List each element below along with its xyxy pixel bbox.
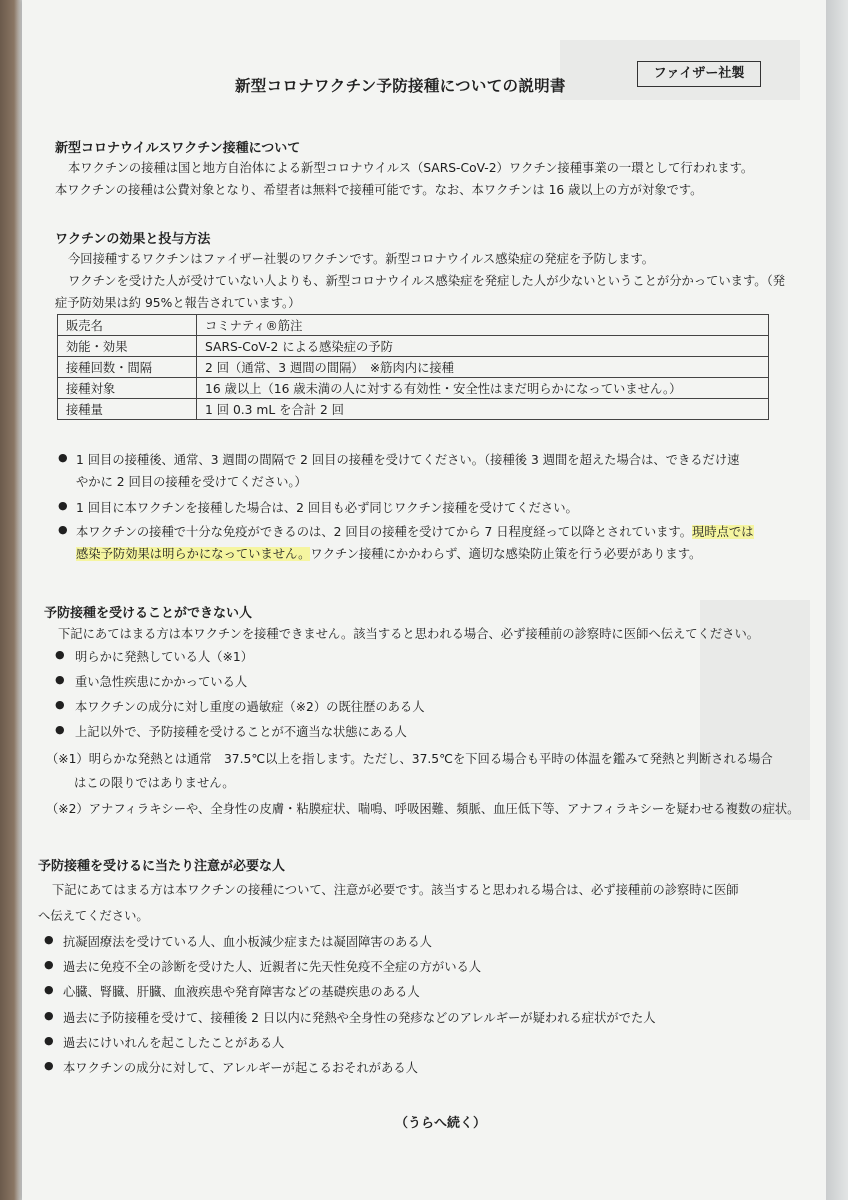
bullet-icon: ● <box>44 983 54 996</box>
table-value: SARS-CoV-2 による感染症の予防 <box>197 336 769 357</box>
section4-intro-line-1: 下記にあてはまる方は本ワクチンの接種について、注意が必要です。該当すると思われる場合は、必ず接種前の診察時に医師 <box>52 883 739 897</box>
table-row <box>58 357 769 378</box>
page-edge-shadow <box>826 0 848 1200</box>
note-text: 本ワクチンの接種で十分な免疫ができるのは、2 回目の接種を受けてから 7 日程度経って以降とされています。 <box>76 525 693 539</box>
table-value: 16 歳以上（16 歳未満の人に対する有効性・安全性はまだ明らかになっていません。） <box>197 378 769 399</box>
list-item: 本ワクチンの成分に対して、アレルギーが起こるおそれがある人 <box>63 1061 418 1075</box>
list-item: 重い急性疾患にかかっている人 <box>75 675 248 689</box>
bullet-icon: ● <box>44 933 54 946</box>
section3-intro: 下記にあてはまる方は本ワクチンを接種できません。該当すると思われる場合、必ず接種前の診察時に医師へ伝えてください。 <box>58 627 760 641</box>
list-item: 心臓、腎臓、肝臓、血液疾患や発育障害などの基礎疾患のある人 <box>63 985 420 999</box>
table-key: 接種回数・間隔 <box>58 357 197 378</box>
list-item: 明らかに発熱している人（※1） <box>75 650 253 664</box>
note-bullet-2: 1 回目に本ワクチンを接種した場合は、2 回目も必ず同じワクチン接種を受けてください。 <box>76 501 578 515</box>
bullet-icon: ● <box>44 1009 54 1022</box>
table-key: 販売名 <box>58 315 197 336</box>
footnote-1-line-2: はこの限りではありません。 <box>74 776 235 790</box>
note-bullet-3-line-2 <box>76 544 701 562</box>
continued-on-back-label: （うらへ続く） <box>395 1116 487 1131</box>
bullet-icon: ● <box>55 648 65 661</box>
section1-line-1: 本ワクチンの接種は国と地方自治体による新型コロナウイルス（SARS-CoV-2）ワクチン接種事業の一環として行われます。 <box>68 161 754 175</box>
note-bullet-3-line-1 <box>76 522 754 540</box>
section-heading-effect: ワクチンの効果と投与方法 <box>55 232 211 247</box>
table-value: コミナティ®筋注 <box>197 315 769 336</box>
table-key: 接種対象 <box>58 378 197 399</box>
bullet-icon: ● <box>58 523 68 536</box>
highlighted-text: 感染予防効果は明らかになっていません。 <box>76 547 311 561</box>
section1-line-2: 本ワクチンの接種は公費対象となり、希望者は無料で接種可能です。なお、本ワクチンは 16 歳以上の方が対象です。 <box>55 183 703 197</box>
table-value: 1 回 0.3 mL を合計 2 回 <box>197 399 769 420</box>
table-value: 2 回（通常、3 週間の間隔） ※筋肉内に接種 <box>197 357 769 378</box>
note-text: ワクチン接種にかかわらず、適切な感染防止策を行う必要があります。 <box>310 547 702 561</box>
list-item: 過去にけいれんを起こしたことがある人 <box>63 1036 285 1050</box>
table-row <box>58 336 769 357</box>
table-row <box>58 315 769 336</box>
section2-line-3: 症予防効果は約 95%と報告されています。） <box>55 296 301 310</box>
bullet-icon: ● <box>58 499 68 512</box>
vaccine-info-table <box>57 314 769 420</box>
list-item: 上記以外で、予防接種を受けることが不適当な状態にある人 <box>75 725 407 739</box>
table-row <box>58 399 769 420</box>
footnote-1-line-1: （※1）明らかな発熱とは通常 37.5℃以上を指します。ただし、37.5℃を下回る場合も平時の体温を鑑みて発熱と判断される場合 <box>46 752 773 766</box>
document-title: 新型コロナワクチン予防接種についての説明書 <box>235 77 566 95</box>
bullet-icon: ● <box>44 1059 54 1072</box>
bullet-icon: ● <box>58 451 68 464</box>
bullet-icon: ● <box>44 958 54 971</box>
bullet-icon: ● <box>55 698 65 711</box>
table-key: 接種量 <box>58 399 197 420</box>
table-row <box>58 378 769 399</box>
list-item: 過去に予防接種を受けて、接種後 2 日以内に発熱や全身性の発疹などのアレルギーが疑われる症状がでた人 <box>63 1011 656 1025</box>
bullet-icon: ● <box>55 673 65 686</box>
section-heading-caution: 予防接種を受けるに当たり注意が必要な人 <box>38 859 286 874</box>
bullet-icon: ● <box>55 723 65 736</box>
section2-line-2: ワクチンを受けた人が受けていない人よりも、新型コロナウイルス感染症を発症した人が少ないということが分かっています。（発 <box>68 274 786 288</box>
list-item: 本ワクチンの成分に対し重度の過敏症（※2）の既往歴のある人 <box>75 700 425 714</box>
bullet-icon: ● <box>44 1034 54 1047</box>
footnote-2: （※2）アナフィラキシーや、全身性の皮膚・粘膜症状、喘鳴、呼吸困難、頻脈、血圧低下等、アナフィラキシーを疑わせる複数の症状。 <box>46 802 800 816</box>
manufacturer-label: ファイザー社製 <box>637 61 761 87</box>
note-bullet-1-line-1: 1 回目の接種後、通常、3 週間の間隔で 2 回目の接種を受けてください。（接種後 3 週間を超えた場合は、できるだけ速 <box>76 453 740 467</box>
section2-line-1: 今回接種するワクチンはファイザー社製のワクチンです。新型コロナウイルス感染症の発症を予防します。 <box>68 252 655 266</box>
list-item: 過去に免疫不全の診断を受けた人、近親者に先天性免疫不全症の方がいる人 <box>63 960 482 974</box>
table-key: 効能・効果 <box>58 336 197 357</box>
highlighted-text: 現時点では <box>692 525 754 539</box>
section-heading-cannot-receive: 予防接種を受けることができない人 <box>44 606 253 621</box>
list-item: 抗凝固療法を受けている人、血小板減少症または凝固障害のある人 <box>63 935 432 949</box>
note-bullet-1-line-2: やかに 2 回目の接種を受けてください。） <box>76 475 307 489</box>
section4-intro-line-2: へ伝えてください。 <box>38 909 149 923</box>
section-heading-vaccination: 新型コロナウイルスワクチン接種について <box>55 141 301 156</box>
